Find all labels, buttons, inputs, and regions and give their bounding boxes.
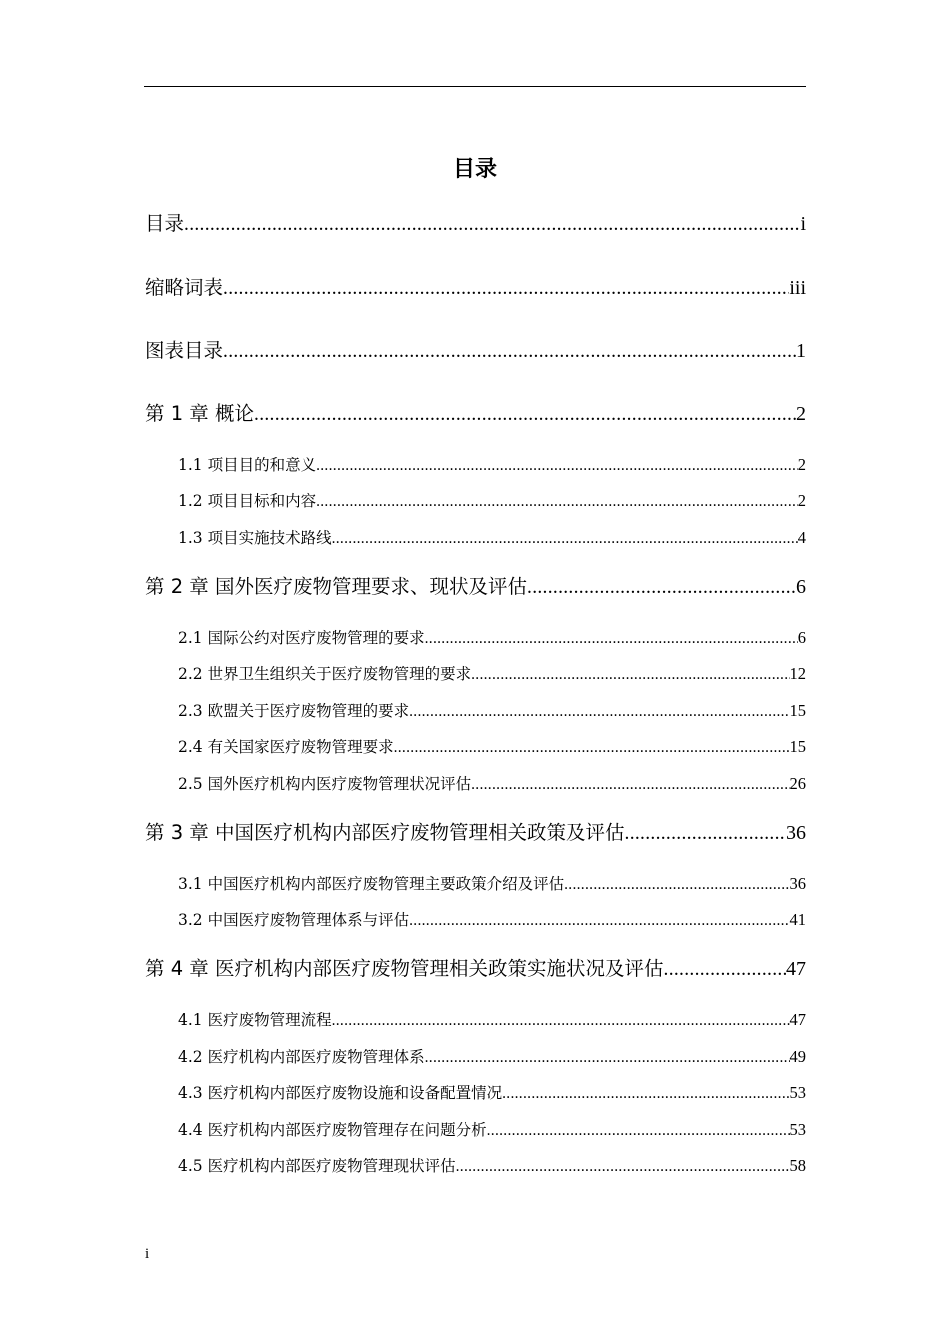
toc-entry-page: 47 [786, 958, 806, 980]
toc-entry[interactable] [145, 400, 806, 429]
toc-title: 目录 [452, 157, 497, 182]
toc-entry-label: 4.3 医疗机构内部医疗废物设施和设备配置情况 [178, 1084, 503, 1102]
toc-entry-label: 2.4 有关国家医疗废物管理要求 [178, 738, 394, 756]
toc-entry-label: 第 2 章 国外医疗废物管理要求、现状及评估 [145, 575, 528, 598]
toc-entry-label: 4.4 医疗机构内部医疗废物管理存在问题分析 [178, 1121, 487, 1139]
dot-leader [332, 1009, 790, 1033]
toc-entry-page: 2 [797, 455, 806, 474]
toc-entry-page: 4 [797, 528, 806, 547]
toc-entry-label: 2.5 国外医疗机构内医疗废物管理状况评估 [178, 775, 472, 793]
toc-entry-page: 15 [789, 701, 806, 720]
toc-entry[interactable] [178, 1081, 806, 1106]
footer-page-number: i [145, 1246, 150, 1262]
dot-leader [425, 627, 798, 651]
toc-entry-label: 目录 [145, 212, 185, 235]
dot-leader [456, 1155, 790, 1179]
toc-entry-page: iii [789, 277, 806, 299]
toc-entry[interactable] [178, 453, 806, 478]
toc-entry[interactable] [145, 955, 806, 984]
dot-leader [487, 1119, 790, 1143]
dot-leader [184, 211, 800, 239]
toc-entry-label: 第 4 章 医疗机构内部医疗废物管理相关政策实施状况及评估 [145, 957, 664, 980]
dot-leader [425, 1046, 790, 1070]
toc-entry-page: 6 [796, 576, 806, 598]
toc-entry-page: 36 [789, 874, 806, 893]
toc-entry[interactable] [178, 526, 806, 551]
toc-entry[interactable] [178, 626, 806, 651]
toc-entry[interactable] [178, 699, 806, 724]
toc-entry[interactable] [178, 489, 806, 514]
toc-entry-page: 47 [789, 1010, 806, 1029]
dot-leader [316, 490, 798, 514]
toc-entry-label: 4.2 医疗机构内部医疗废物管理体系 [178, 1048, 425, 1066]
toc-entry-label: 第 1 章 概论 [145, 402, 255, 425]
toc-entry-label: 2.2 世界卫生组织关于医疗废物管理的要求 [178, 665, 472, 683]
toc-entry-page: 2 [797, 491, 806, 510]
toc-entry-page: 2 [796, 403, 806, 425]
dot-leader [394, 736, 790, 760]
toc-entry-label: 缩略词表 [145, 276, 224, 299]
dot-leader [471, 663, 789, 687]
toc-entry[interactable] [178, 662, 806, 687]
dot-leader [527, 574, 796, 602]
dot-leader [254, 401, 796, 429]
toc-entry[interactable] [145, 210, 806, 239]
toc-entry-page: 49 [789, 1047, 806, 1066]
dot-leader [564, 873, 789, 897]
dot-leader [625, 820, 786, 848]
toc-entry[interactable] [178, 772, 806, 797]
dot-leader [409, 700, 789, 724]
toc-entry-page: 12 [789, 664, 806, 683]
dot-leader [223, 338, 796, 366]
dot-leader [332, 527, 798, 551]
toc-entry-page: 36 [786, 822, 806, 844]
toc-entry-page: 53 [789, 1120, 806, 1139]
toc-entry-label: 4.5 医疗机构内部医疗废物管理现状评估 [178, 1157, 456, 1175]
toc-entry-label: 1.1 项目目的和意义 [178, 456, 317, 474]
toc-entry[interactable] [178, 1154, 806, 1179]
toc-entry[interactable] [145, 337, 806, 366]
dot-leader [471, 773, 789, 797]
toc-entry-label: 图表目录 [145, 339, 224, 362]
toc-entry-label: 2.3 欧盟关于医疗废物管理的要求 [178, 702, 410, 720]
toc-entry[interactable] [178, 1045, 806, 1070]
toc-entry-page: 15 [789, 737, 806, 756]
toc-entry-label: 3.1 中国医疗机构内部医疗废物管理主要政策介绍及评估 [178, 875, 565, 893]
toc-entry[interactable] [178, 735, 806, 760]
toc-entry-page: i [800, 213, 806, 235]
dot-leader [502, 1082, 789, 1106]
toc-entry[interactable] [178, 872, 806, 897]
toc-entry-page: 58 [789, 1156, 806, 1175]
toc-entry-label: 1.3 项目实施技术路线 [178, 529, 332, 547]
dot-leader [223, 275, 789, 303]
toc-entry[interactable] [178, 908, 806, 933]
dot-leader [409, 909, 789, 933]
dot-leader [316, 454, 798, 478]
toc-entry[interactable] [145, 573, 806, 602]
toc-entry-label: 第 3 章 中国医疗机构内部医疗废物管理相关政策及评估 [145, 821, 625, 844]
toc-entry-page: 26 [789, 774, 806, 793]
toc-entry-label: 2.1 国际公约对医疗废物管理的要求 [178, 629, 425, 647]
toc-entry[interactable] [145, 819, 806, 848]
toc-entry-page: 41 [789, 910, 806, 929]
toc-entry-page: 6 [797, 628, 806, 647]
dot-leader [664, 956, 786, 984]
toc-entry[interactable] [145, 274, 806, 303]
header-rule [144, 86, 806, 87]
toc-entry-label: 3.2 中国医疗废物管理体系与评估 [178, 911, 410, 929]
toc-entry-page: 53 [789, 1083, 806, 1102]
toc-entry-label: 1.2 项目目标和内容 [178, 492, 317, 510]
toc-entry[interactable] [178, 1118, 806, 1143]
toc-entry[interactable] [178, 1008, 806, 1033]
toc-entry-label: 4.1 医疗废物管理流程 [178, 1011, 332, 1029]
toc-entry-page: 1 [796, 340, 806, 362]
